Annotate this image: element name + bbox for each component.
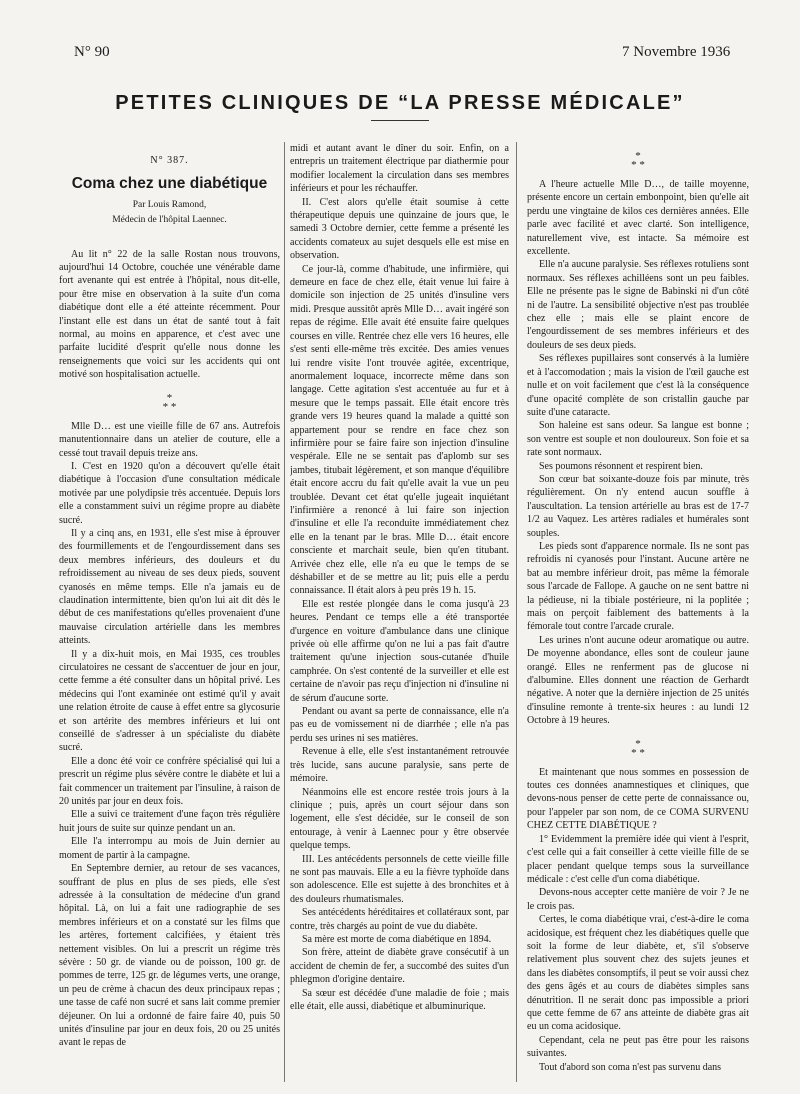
author-role: Médecin de l'hôpital Laennec. bbox=[112, 215, 227, 226]
paragraph: Elle l'a interrompu au mois de Juin dernier au moment de partir à la campagne. bbox=[59, 836, 280, 861]
paragraph: Elle a suivi ce traitement d'une façon très régulière huit jours de suite sur quinze pendant un an. bbox=[59, 809, 280, 834]
paragraph: Les urines n'ont aucune odeur aromatique ou autre. De moyenne abondance, elles sont de couleur jaune orangé. Elles ne renferment pas de glucose ni d'albumine. Elles donnent une réaction de Gerhardt négative. A noter que la dernière injection de 25 unités d'insuline remonte à trente-six heures : au lundi 12 Octobre à 19 heures. bbox=[527, 634, 749, 727]
paragraph: Ce jour-là, comme d'habitude, une infirmière, qui demeure en face de chez elle, était venue lui faire à domicile son injection de 25 unités d'insuline vers midi. Presque aussitôt après Mlle D… avait ingéré son repas de régime. Elle avait été ensuite faire quelques courses en ville. Rentrée chez elle vers 16 heures, elle s'est senti elle-même très excitée. Des amies venues lui rendre visite l'ont trouvée agitée, excentrique, anormalement loquace, incorrecte même dans son langage. Cette agitation s'est accentuée au fur et à mesure que le temps passait. Elle était encore très grande vers 19 heures quand la malade a quitté son appartement pour se rendre en face chez son infirmière pour se faire faire son injection d'insuline vespérale. Elle ne se sentait pas d'aplomb sur ses jambes, titubait légèrement, et son manque d'équilibre était encore accru du fait qu'elle avait la vue un peu troublée. Devant cet état qu'elle jugeait inquiétant l'infirmière a renoncé à lui faire son injection d'insuline et elle l'a reconduite immédiatement chez elle en la tenant par le bras. Mlle D… était encore consciente et marchait seule, bien qu'en titubant. Arrivée chez elle, elle n'a eu que le temps de se déshabiller et de se mettre au lit; puis elle a perdu connaissance. Il était alors à peu près 19 h. 15. bbox=[290, 263, 509, 597]
paragraph: midi et autant avant le dîner du soir. Enfin, on a entrepris un traitement électrique par diathermie pour modifier localement la circulation dans ses membres inférieurs et pour les réchauffer. bbox=[290, 143, 509, 195]
page-number: N° 90 bbox=[74, 44, 110, 60]
column-divider-2 bbox=[516, 142, 517, 1082]
column-1 bbox=[59, 138, 280, 1082]
article-number: N° 387. bbox=[150, 155, 189, 166]
paragraph: Ses réflexes pupillaires sont conservés à la lumière et à l'accomodation ; mais la vision de l'œil gauche est nulle et on voit facilement que c'est là la conséquence d'une opacité complète de son cristallin gauche par suite d'une cataracte. bbox=[527, 353, 749, 418]
paragraph: Devons-nous accepter cette manière de voir ? Je ne le crois pas. bbox=[527, 887, 749, 912]
star-bottom: * * bbox=[631, 159, 645, 171]
article-title: Coma chez une diabétique bbox=[71, 175, 268, 193]
column-3 bbox=[527, 150, 749, 1094]
section-stars bbox=[527, 152, 749, 170]
paragraph: Certes, le coma diabétique vrai, c'est-à-dire le coma acidosique, est fréquent chez les diabétiques quelle que soit la forme de leur diabète, et, s'il s'observe relativement plus souvent chez des sujets jeunes et dans les diabètes consomptifs, il peut se voir aussi chez des gens âgés et au cours de diabètes simples sans dénutrition. Il ne serait donc pas impossible a priori que cette femme de 67 ans atteinte de diabète gras ait eu un coma acidosique. bbox=[527, 914, 749, 1033]
star-bottom: * * bbox=[162, 400, 177, 413]
paragraph: Sa mère est morte de coma diabétique en 1894. bbox=[302, 933, 492, 945]
star-top: * bbox=[635, 150, 641, 162]
issue-date: 7 Novembre 1936 bbox=[622, 44, 731, 60]
column-2 bbox=[290, 142, 509, 1086]
paragraph: Il y a cinq ans, en 1931, elle s'est mise à éprouver des fourmillements et de l'engourdissement dans ses deux membres inférieurs, des douleurs et du refroidissement au niveau de ses deux pieds, souvent cyanosés en même temps. Elle n'a jamais eu de claudination intermittente, bien qu'on lui ait dit dès le début de ces manifestations qu'elles provenaient d'une mauvaise circulation artérielle dans les membres atteints. bbox=[59, 527, 280, 647]
masthead-title: PETITES CLINIQUES DE “LA PRESSE MÉDICALE” bbox=[115, 92, 685, 114]
section-stars bbox=[59, 391, 280, 413]
paragraph: II. C'est alors qu'elle était soumise à cette thérapeutique depuis une quinzaine de jours que, le samedi 3 Octobre dernier, cette femme a présenté les accidents comateux au sujet desquels elle est mise en observation. bbox=[290, 196, 509, 262]
paragraph: Elle n'a aucune paralysie. Ses réflexes rotuliens sont normaux. Ses réflexes achilléens sont un peu faibles. Elle ne présente pas le signe de Babinski ni d'un côté ni de l'autre. La sensibilité objective n'est pas troublée chez elle ; mais elle se plaint encore de l'engourdissement de ses membres inférieurs et des douleurs de ses deux pieds. bbox=[527, 259, 749, 351]
paragraph: Son haleine est sans odeur. Sa langue est bonne ; son ventre est souple et non douloureux. Son foie et sa rate sont normaux. bbox=[527, 420, 749, 459]
masthead-rule bbox=[371, 120, 429, 121]
paragraph: Ses antécédents héréditaires et collatéraux sont, par contre, très chargés au point de vue du diabète. bbox=[290, 907, 509, 932]
paragraph: Ses poumons résonnent et respirent bien. bbox=[539, 460, 703, 472]
star-top: * bbox=[166, 391, 173, 404]
column-divider-1 bbox=[284, 142, 285, 1082]
star-bottom: * * bbox=[631, 746, 645, 759]
paragraph: 1° Evidemment la première idée qui vient à l'esprit, c'est celle qui a fait conseiller à cette vieille fille de se placer pendant quelque temps sous la surveillance médicale : c'est celle d'un coma diabétique. bbox=[527, 833, 749, 885]
paragraph: Au lit n° 22 de la salle Rostan nous trouvons, aujourd'hui 14 Octobre, couchée une vénérable dame fort avenante qui est entrée à l'hôpital, nous dit-elle, pour être mise en observation à la suite d'un coma diabétique dont elle a été atteinte récemment. Pour l'instant elle est dans un état de santé tout à fait normal, au moins en apparence, et c'est avec une parfaite lucidité d'esprit qu'elle nous donne les renseignements que voici sur les accidents qui ont motivé son hospitalisation actuelle. bbox=[59, 248, 280, 381]
paragraph: Son cœur bat soixante-douze fois par minute, très régulièrement. On n'y entend aucun souffle à l'auscultation. La tension artérielle au bras est de 17-7 1/2 au Vaquez. Les artères radiales et humérales sont souples. bbox=[527, 473, 749, 539]
paragraph: A l'heure actuelle Mlle D…, de taille moyenne, présente encore un certain embonpoint, bien qu'elle ait perdu une vingtaine de kilos ces dernières années. Elle parle avec facilité et avec clarté. Son intelligence, naturellement vive, est intacte. Sa mémoire est excellente. bbox=[527, 179, 749, 258]
paragraph: Mlle D… est une vieille fille de 67 ans. Autrefois manutentionnaire dans un atelier de couture, elle a cessé tout travail depuis treize ans. bbox=[59, 420, 280, 459]
paragraph: Cependant, cela ne peut pas être pour les raisons suivantes. bbox=[527, 1034, 749, 1060]
paragraph: Il y a dix-huit mois, en Mai 1935, ces troubles circulatoires ne cessant de s'accentuer de jour en jour, cette femme a été consulter dans un hôpital privé. Les médecins qui l'ont examinée ont estimé qu'il y avait une relation étroite de cause à effet entre sa glycosurie et son artérite des membres inférieurs et lui ont conseillé de s'adresser à un spécialiste du diabète sucré. bbox=[59, 648, 280, 754]
paragraph: Son frère, atteint de diabète grave consécutif à un accident de chemin de fer, a succombé des suites d'un phlegmon d'origine dentaire. bbox=[290, 947, 509, 986]
paragraph: I. C'est en 1920 qu'on a découvert qu'elle était diabétique à l'occasion d'une consultation médicale motivée par une polydipsie très accentuée. Depuis lors elle a constamment suivi un régime propre au diabète sucré. bbox=[59, 460, 280, 526]
paragraph: En Septembre dernier, au retour de ses vacances, souffrant de plus en plus de ses pieds, elle s'est adressée à la consultation de médecine d'un grand hôpital. Là, on lui a fait une radiographie de ses membres inférieurs et on a constaté sur les films que les artères, fortement calcifiées, y étaient très nettement visibles. On lui a prescrit un régime très sévère : 50 gr. de viande ou de poisson, 100 gr. de pommes de terre, 125 gr. de légumes verts, une orange, un peu de crème à chacun des deux principaux repas ; une tasse de café non sucré et sans lait comme premier déjeuner. On lui a ordonné de faire faire 40, puis 50 unités d'insuline par jour en deux fois, 20 ou 25 unités avant le repas de bbox=[59, 863, 280, 1049]
paragraph: III. Les antécédents personnels de cette vieille fille ne sont pas mauvais. Elle a eu la fièvre typhoïde dans son adolescence. Elle est sujette à des bronchites et à des douleurs rhumatismales. bbox=[290, 853, 509, 905]
paragraph: Néanmoins elle est encore restée trois jours à la clinique ; puis, après un court séjour dans son logement, elle s'est décidée, sur le conseil de son entourage, à venir à Laennec pour y être observée quelque temps. bbox=[290, 786, 509, 852]
paragraph: Pendant ou avant sa perte de connaissance, elle n'a pas eu de vomissement ni de diarrhée ; elle n'a pas perdu ses urines ni ses matières. bbox=[290, 706, 509, 744]
article-author: Par Louis Ramond, bbox=[132, 199, 207, 210]
paragraph: Revenue à elle, elle s'est instantanément retrouvée très lucide, sans aucune paralysie, sans perte de mémoire. bbox=[290, 746, 509, 785]
paragraph: Et maintenant que nous sommes en possession de toutes ces données anamnestiques et cliniques, que devons-nous penser de cette perte de connaissance ou, pour l'appeler par son nom, de ce COMA SURVENU CHEZ CETTE DIABÉTIQUE ? bbox=[527, 766, 749, 832]
paragraph: Les pieds sont d'apparence normale. Ils ne sont pas refroidis ni cyanosés pour l'instant. Aucune artère ne bat au membre inférieur droit, pas même la fémorale sous l'arcade de Fallope. A gauche on ne sent battre ni la pédieuse, ni la tibiale postérieure, ni la poplitée ; mais on perçoit faiblement des battements à la fémorale tout contre l'arcade crurale. bbox=[527, 540, 749, 633]
paragraph: Elle est restée plongée dans le coma jusqu'à 23 heures. Pendant ce temps elle a été transportée d'urgence en voiture d'ambulance dans une clinique privée où elle affirme qu'on ne lui a pas fait d'autre traitement qu'une injection sous-cutanée d'huile camphrée. On s'est contenté de la surveiller et elle est certaine de n'avoir pas reçu d'injection ni d'insuline ni de sérum d'aucune sorte. bbox=[290, 598, 509, 704]
paragraph: Elle a donc été voir ce confrère spécialisé qui lui a prescrit un régime plus sévère contre le diabète et lui a fait commencer un traitement par l'insuline, à raison de 20 unités par jour en deux fois. bbox=[59, 755, 280, 808]
section-stars bbox=[527, 737, 749, 759]
paragraph: Tout d'abord son coma n'est pas survenu dans bbox=[539, 1061, 722, 1073]
star-top: * bbox=[635, 737, 641, 750]
paragraph: Sa sœur est décédée d'une maladie de foie ; mais elle était, elle aussi, diabétique et albuminurique. bbox=[290, 987, 509, 1012]
